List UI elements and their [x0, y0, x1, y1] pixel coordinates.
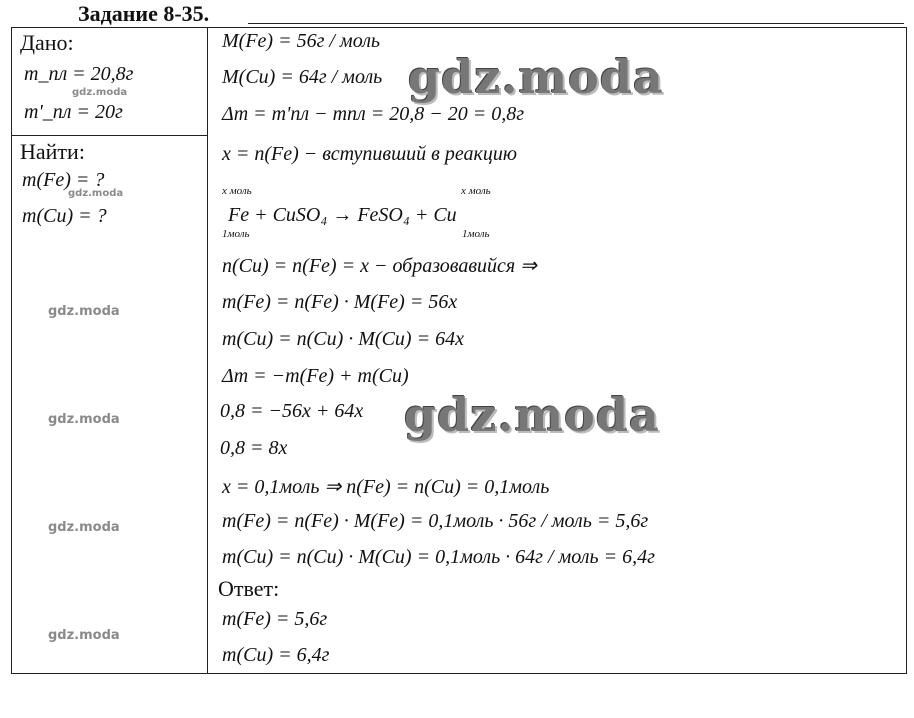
solution-line: n(Cu) = n(Fe) = x − образовавийся ⇒: [222, 255, 537, 277]
answer-line: m(Cu) = 6,4г: [222, 644, 330, 666]
watermark: gdz.moda: [48, 412, 120, 427]
answer-line: m(Fe) = 5,6г: [222, 608, 328, 630]
watermark: gdz.moda: [48, 628, 120, 643]
watermark: gdz.moda: [72, 87, 128, 98]
watermark-large: gdz.moda: [404, 388, 660, 442]
watermark: gdz.moda: [48, 304, 120, 319]
task-title: Задание 8-35.: [78, 1, 210, 26]
column-divider: [207, 27, 208, 674]
reaction-note: x моль: [222, 185, 252, 197]
watermark: gdz.moda: [48, 520, 120, 535]
solution-line: M(Cu) = 64г / моль: [222, 66, 383, 88]
solution-line: m(Cu) = n(Cu) · M(Cu) = 64x: [222, 328, 464, 350]
solution-line: m(Fe) = n(Fe) · M(Fe) = 56x: [222, 291, 458, 313]
reaction-note: 1моль: [222, 228, 250, 240]
reaction-equation: Fe + CuSO₄ → FeSO₄ + Cu: [228, 204, 457, 226]
watermark: gdz.moda: [68, 188, 124, 199]
given-find-divider: [11, 135, 208, 136]
reaction-note: 1моль: [462, 228, 490, 240]
given-heading: Дано:: [20, 30, 74, 55]
solution-line: M(Fe) = 56г / моль: [222, 30, 381, 52]
solution-line: m(Fe) = n(Fe) · M(Fe) = 0,1моль · 56г / моль = 5,6г: [222, 510, 649, 532]
solution-line: x = 0,1моль ⇒ n(Fe) = n(Cu) = 0,1моль: [222, 476, 550, 498]
solution-line: Δm = −m(Fe) + m(Cu): [222, 365, 409, 387]
title-underline: [248, 23, 904, 24]
solution-line: Δm = m'пл − mпл = 20,8 − 20 = 0,8г: [222, 103, 525, 125]
given-line: m'_пл = 20г: [24, 101, 123, 123]
find-line: m(Cu) = ?: [22, 205, 107, 227]
solution-line: x = n(Fe) − вступивший в реакцию: [222, 143, 517, 165]
answer-heading: Ответ:: [218, 576, 280, 601]
find-heading: Найти:: [20, 139, 85, 164]
solution-line: 0,8 = −56x + 64x: [220, 400, 364, 422]
reaction-note: x моль: [461, 185, 491, 197]
solution-line: 0,8 = 8x: [220, 437, 288, 459]
solution-line: m(Cu) = n(Cu) · M(Cu) = 0,1моль · 64г / моль = 6,4г: [222, 546, 655, 568]
watermark-large: gdz.moda: [408, 50, 664, 104]
given-line: m_пл = 20,8г: [24, 63, 134, 85]
find-line: m(Fe) = ?: [22, 169, 105, 191]
